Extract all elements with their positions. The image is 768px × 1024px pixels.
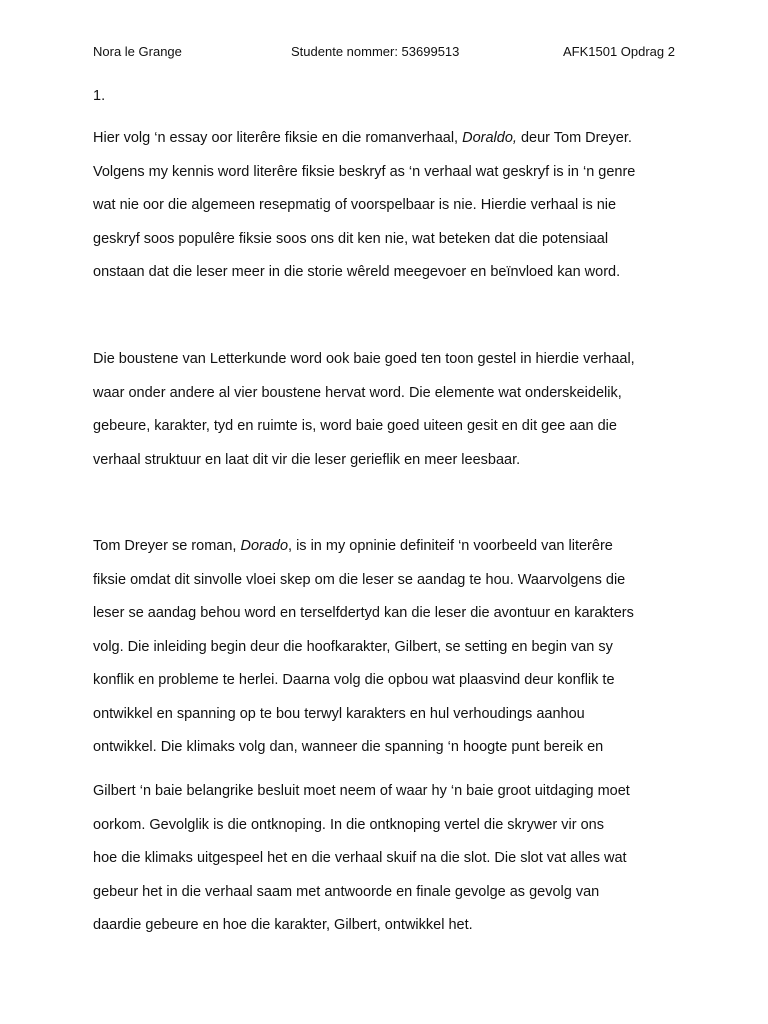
- text-line: [93, 122, 693, 156]
- text-line: geskryf soos populêre fiksie soos ons dit ken nie, wat beteken dat die potensiaal: [93, 230, 609, 247]
- text-span: , is in my opninie definiteif ‘n voorbeeld van literêre: [288, 538, 613, 554]
- paragraph-4: [93, 775, 693, 943]
- text-line: konflik en probleme te herlei. Daarna volg die opbou wat plaasvind deur konflik te: [93, 672, 615, 688]
- text-span: deur Tom Dreyer.: [516, 130, 632, 146]
- novel-title: Dorado: [240, 538, 289, 554]
- novel-title: Doraldo,: [462, 130, 517, 146]
- text-line: onstaan dat die leser meer in die storie wêreld meegevoer en beïnvloed kan word.: [93, 264, 621, 280]
- text-line: [93, 530, 693, 564]
- page-header: [93, 44, 683, 62]
- text-line: daardie gebeure en hoe die karakter, Gilbert, ontwikkel het.: [93, 917, 473, 933]
- text-line: wat nie oor die algemeen resepmatig of voorspelbaar is nie. Hierdie verhaal is nie: [93, 197, 617, 213]
- paragraph-3: [93, 530, 693, 765]
- text-line: hoe die klimaks uitgespeel het en die verhaal skuif na die slot. Die slot vat alles wat: [93, 850, 627, 866]
- text-span: Hier volg ‘n essay oor literêre fiksie en die romanverhaal,: [93, 130, 463, 146]
- text-line: leser se aandag behou word en terselfdertyd kan die leser die avontuur en karakters: [93, 605, 634, 621]
- text-line: ontwikkel en spanning op te bou terwyl karakters en hul verhoudings aanhou: [93, 705, 585, 722]
- text-line: oorkom. Gevolglik is die ontknoping. In die ontknoping vertel die skrywer vir ons: [93, 816, 604, 833]
- text-line: fiksie omdat dit sinvolle vloei skep om die leser se aandag te hou. Waarvolgens die: [93, 571, 626, 588]
- text-line: Gilbert ‘n baie belangrike besluit moet neem of waar hy ‘n baie groot uitdaging moet: [93, 783, 630, 799]
- paragraph-1: [93, 122, 693, 290]
- paragraph-2: [93, 343, 693, 477]
- student-number: Studente nommer: 53699513: [291, 44, 460, 59]
- course-code: AFK1501 Opdrag 2: [562, 44, 675, 59]
- text-span: Tom Dreyer se roman,: [93, 538, 241, 554]
- text-line: volg. Die inleiding begin deur die hoofkarakter, Gilbert, se setting en begin van sy: [93, 638, 613, 655]
- text-line: gebeur het in die verhaal saam met antwoorde en finale gevolge as gevolg van: [93, 883, 600, 900]
- text-line: Volgens my kennis word literêre fiksie beskryf as ‘n verhaal wat geskryf is in ‘n genre: [93, 163, 636, 180]
- text-line: ontwikkel. Die klimaks volg dan, wanneer die spanning ‘n hoogte punt bereik en: [93, 739, 604, 755]
- text-line: Die boustene van Letterkunde word ook baie goed ten toon gestel in hierdie verhaal,: [93, 351, 635, 367]
- author-name: Nora le Grange: [93, 44, 182, 59]
- question-number: 1.: [93, 88, 106, 104]
- text-line: waar onder andere al vier boustene hervat word. Die elemente wat onderskeidelik,: [93, 384, 622, 401]
- text-line: gebeure, karakter, tyd en ruimte is, word baie goed uiteen gesit en dit gee aan die: [93, 418, 617, 434]
- text-line: verhaal struktuur en laat dit vir die leser gerieflik en meer leesbaar.: [93, 451, 521, 468]
